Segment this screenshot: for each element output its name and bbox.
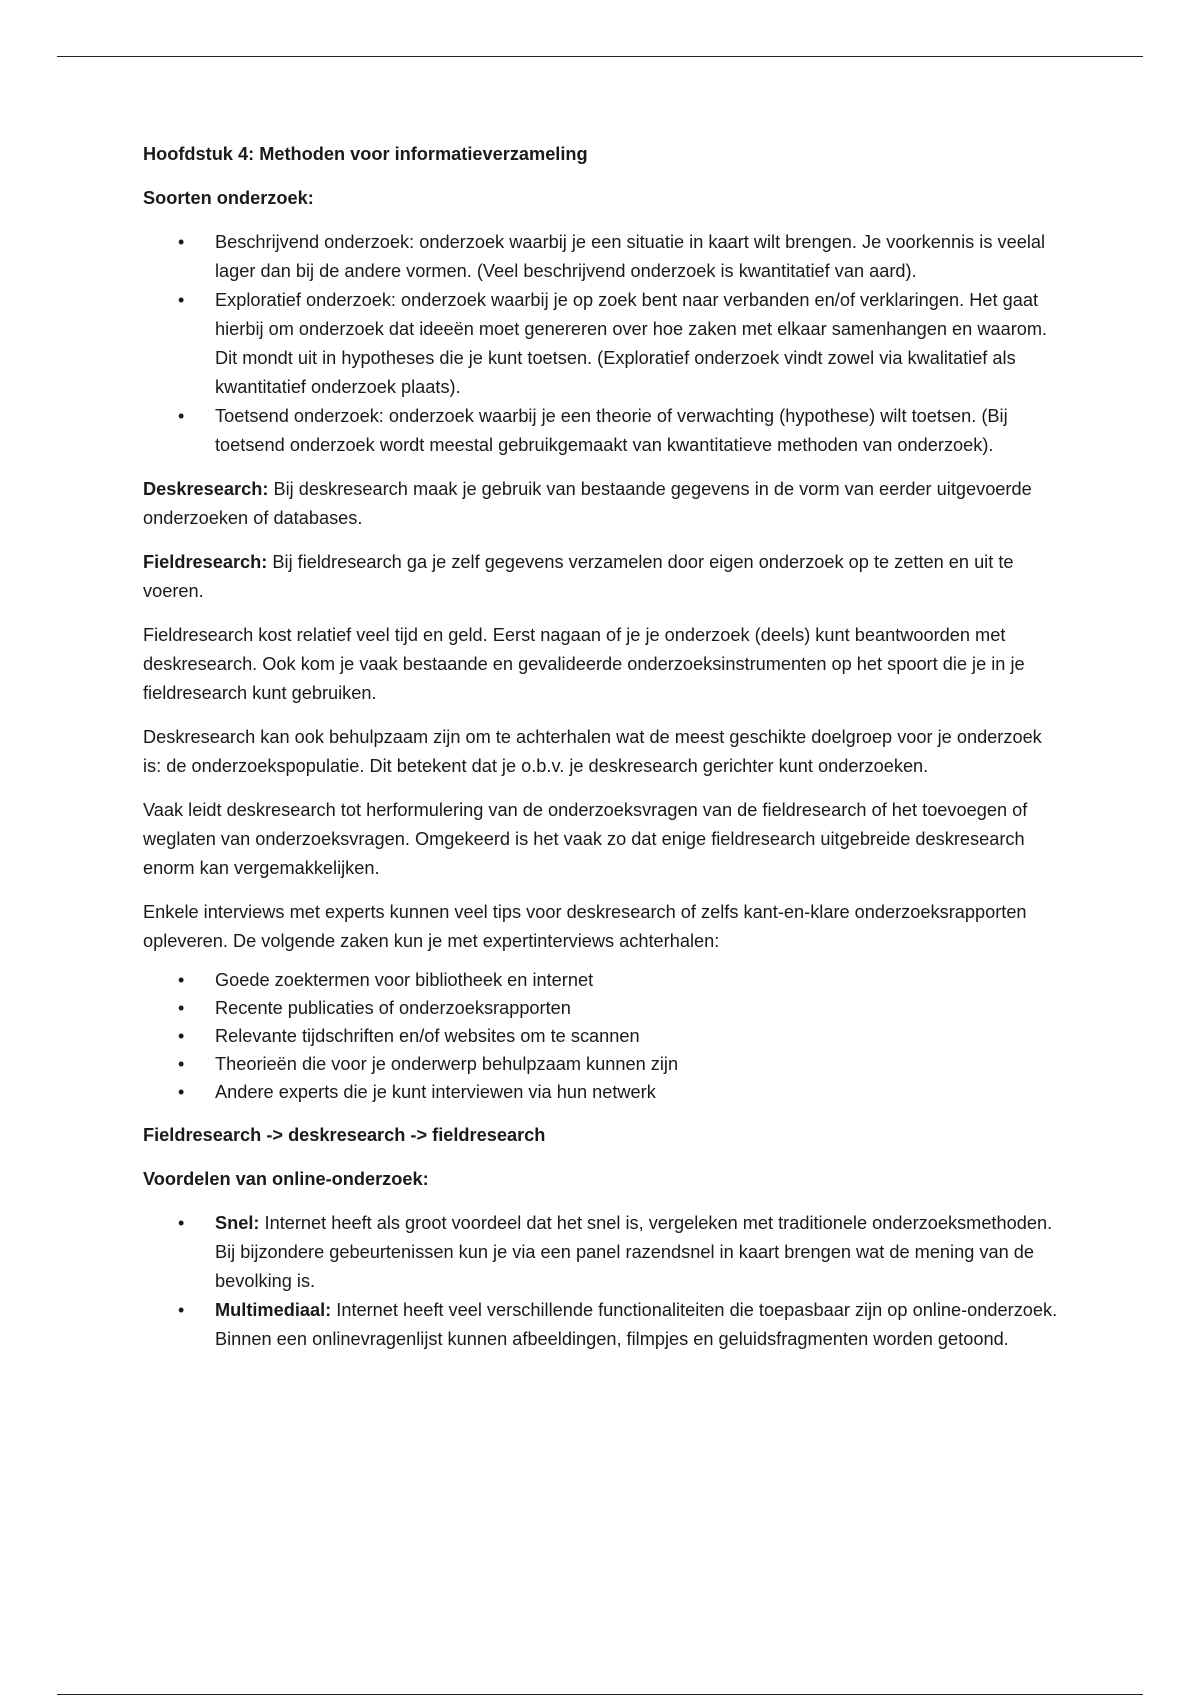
term: Multimediaal: xyxy=(215,1300,332,1320)
soorten-list xyxy=(143,228,1063,460)
list-item xyxy=(215,1209,1063,1296)
list-item: • Goede zoektermen voor bibliotheek en internet xyxy=(215,966,1063,994)
page-title: Hoofdstuk 4: Methoden voor informatieverzameling xyxy=(143,144,588,164)
paragraph: Vaak leidt deskresearch tot herformulering van de onderzoeksvragen van de fieldresearch of het toevoegen of weglaten van onderzoeksvragen. Omgekeerd is het vaak zo dat enige fieldresearch uitgebreide deskresearch enorm kan vergemakkelijken. xyxy=(143,800,1028,878)
document-body xyxy=(143,140,1063,1369)
footer-rule xyxy=(57,1694,1143,1695)
term: Snel: xyxy=(215,1213,260,1233)
section-heading-voordelen: Voordelen van online-onderzoek: xyxy=(143,1169,429,1189)
list-item: • Theorieën die voor je onderwerp behulpzaam kunnen zijn xyxy=(215,1050,1063,1078)
fieldresearch-definition xyxy=(143,548,1063,606)
definition-text: Bij deskresearch maak je gebruik van bestaande gegevens in de vorm van eerder uitgevoerde onderzoeken of databases. xyxy=(143,479,1032,528)
research-flow: Fieldresearch -> deskresearch -> fieldresearch xyxy=(143,1125,546,1145)
list-item: • Toetsend onderzoek: onderzoek waarbij je een theorie of verwachting (hypothese) wilt toetsen. (Bij toetsend onderzoek wordt meestal gebruikgemaakt van kwantitatieve methoden van onderzoek). xyxy=(215,402,1063,460)
list-item: • Relevante tijdschriften en/of websites om te scannen xyxy=(215,1022,1063,1050)
deskresearch-definition xyxy=(143,475,1063,533)
definition-text: Bij fieldresearch ga je zelf gegevens verzamelen door eigen onderzoek op te zetten en uit te voeren. xyxy=(143,552,1014,601)
item-text: Internet heeft veel verschillende functionaliteiten die toepasbaar zijn op online-onderzoek. Binnen een onlinevragenlijst kunnen afbeeldingen, filmpjes en geluidsfragmenten worden getoond. xyxy=(215,1300,1058,1349)
section-heading-soorten: Soorten onderzoek: xyxy=(143,188,314,208)
header-rule xyxy=(57,56,1143,57)
term: Deskresearch: xyxy=(143,479,269,499)
paragraph: Enkele interviews met experts kunnen veel tips voor deskresearch of zelfs kant-en-klare onderzoeksrapporten opleveren. De volgende zaken kun je met expertinterviews achterhalen: xyxy=(143,902,1027,951)
list-item: • Exploratief onderzoek: onderzoek waarbij je op zoek bent naar verbanden en/of verklaringen. Het gaat hierbij om onderzoek dat ideeën moet genereren over hoe zaken met elkaar samenhangen en waarom. Dit mondt uit in hypotheses die je kunt toetsen. (Exploratief onderzoek vindt zowel via kwalitatief als kwantitatief onderzoek plaats). xyxy=(215,286,1063,402)
term: Fieldresearch: xyxy=(143,552,268,572)
paragraph: Fieldresearch kost relatief veel tijd en geld. Eerst nagaan of je je onderzoek (deels) kunt beantwoorden met deskresearch. Ook kom je vaak bestaande en gevalideerde onderzoeksinstrumenten op het spoort die je in je fieldresearch kunt gebruiken. xyxy=(143,625,1025,703)
paragraph: Deskresearch kan ook behulpzaam zijn om te achterhalen wat de meest geschikte doelgroep voor je onderzoek is: de onderzoekspopulatie. Dit betekent dat je o.b.v. je deskresearch gerichter kunt onderzoeken. xyxy=(143,727,1042,776)
expert-list xyxy=(143,966,1063,1106)
list-item: • Recente publicaties of onderzoeksrapporten xyxy=(215,994,1063,1022)
item-text: Internet heeft als groot voordeel dat het snel is, vergeleken met traditionele onderzoeksmethoden. Bij bijzondere gebeurtenissen kun je via een panel razendsnel in kaart brengen wat de mening van de bevolking is. xyxy=(215,1213,1053,1291)
list-item xyxy=(215,1296,1063,1354)
voordelen-list xyxy=(143,1209,1063,1354)
list-item: • Beschrijvend onderzoek: onderzoek waarbij je een situatie in kaart wilt brengen. Je voorkennis is veelal lager dan bij de andere vormen. (Veel beschrijvend onderzoek is kwantitatief van aard). xyxy=(215,228,1063,286)
list-item: • Andere experts die je kunt interviewen via hun netwerk xyxy=(215,1078,1063,1106)
